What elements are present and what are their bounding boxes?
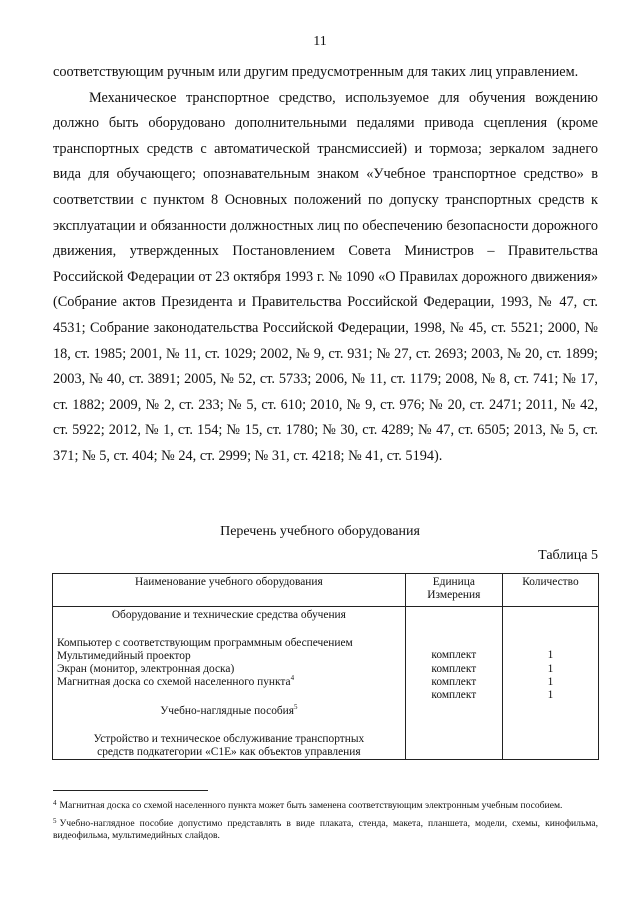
page-number: 11 (313, 34, 327, 49)
row-unit-magnetic-board: комплект (431, 689, 477, 702)
header-unit-line1: Единица (432, 576, 475, 588)
header-unit (405, 574, 502, 607)
header-qty: Количество (502, 574, 598, 607)
footnote-ref-4: 4 (290, 674, 295, 683)
row-qty-magnetic-board: 1 (547, 689, 554, 702)
row-qty-screen: 1 (547, 675, 554, 688)
footnote-4-text: Магнитная доска со схемой населенного пункта может быть заменена соответствующим электронным учебным пособием. (59, 800, 563, 811)
section-equipment: Оборудование и технические средства обучения (111, 609, 346, 622)
section-vehicle-line2: средств подкатегории «С1Е» как объектов управления (97, 745, 361, 758)
footnote-5-mark: 5 (53, 816, 57, 825)
footnote-4 (53, 797, 598, 813)
row-name-projector: Мультимедийный проектор (57, 649, 191, 662)
row-qty-computer: 1 (547, 649, 554, 662)
footnote-5 (53, 815, 598, 843)
table-title: Перечень учебного оборудования (220, 524, 420, 539)
footnote-divider (53, 790, 208, 791)
row-name-magnetic-board (57, 676, 401, 689)
row-name-screen: Экран (монитор, электронная доска) (57, 663, 235, 676)
footnote-4-mark: 4 (53, 799, 57, 807)
header-name: Наименование учебного оборудования (53, 574, 406, 607)
paragraph-vehicle-equipment: Механическое транспортное средство, используемое для обучения вождению должно быть оборудовано дополнительными педалями привода сцепления (кроме транспортных средств с автоматической трансмиссией) и тормоза; зеркалом заднего вида для обучающего; опознавательным знаком «Учебное транспортное средство» в соответствии с пунктом 8 Основных положений по допуску транспортных средств к эксплуатации и обязанности должностных лиц по обеспечению безопасности дорожного движения, утвержденных Постановлением Совета Министров – Правительства Российской Федерации от 23 октября 1993 г. № 1090 «О Правилах дорожного движения» (Собрание актов Президента и Правительства Российской Федерации, 1993, № 47, ст. 4531; Собрание законодательства Российской Федерации, 1998, № 45, ст. 5521; 2000, № 18, ст. 1985; 2001, № 11, ст. 1029; 2002, № 9, ст. 931; № 27, ст. 2693; 2003, № 20, ст. 1899; 2003, № 40, ст. 3891; 2005, № 52, ст. 5733; 2006, № 11, ст. 1179; 2008, № 8, ст. 741; № 17, ст. 1882; 2009, № 2, ст. 233; № 5, ст. 610; 2010, № 9, ст. 976; № 20, ст. 2471; 2011, № 42, ст. 5922; 2012, № 1, ст. 154; № 15, ст. 1780; № 30, ст. 4289; № 47, ст. 6505; 2013, № 5, ст. 371; № 5, ст. 404; № 24, ст. 2999; № 31, ст. 4218; № 41, ст. 5194). (53, 89, 598, 464)
footnotes (53, 797, 598, 845)
row-unit-projector: комплект (431, 662, 477, 675)
table-label: Таблица 5 (538, 548, 598, 563)
row-unit-screen: комплект (431, 675, 477, 688)
row-unit-computer: комплект (431, 649, 477, 662)
section-vehicle-line1: Устройство и техническое обслуживание транспортных (93, 732, 365, 745)
header-unit-line2: Измерения (427, 589, 481, 602)
table-header-row (53, 574, 599, 607)
body-text (53, 60, 598, 470)
paragraph-continuation: соответствующим ручным или другим предусмотренным для таких лиц управлением. (53, 64, 579, 80)
section-visual-aids (57, 703, 401, 718)
name-column (53, 607, 406, 760)
footnote-ref-5: 5 (294, 703, 298, 712)
row-qty-projector: 1 (547, 662, 554, 675)
section-vehicle-maintenance (57, 733, 401, 759)
unit-column (405, 607, 502, 760)
row-name-computer: Компьютер с соответствующим программным обеспечением (57, 636, 353, 649)
row-name-magnetic-board-text: Магнитная доска со схемой населенного пункта (57, 676, 291, 689)
section-visual-aids-text: Учебно-наглядные пособия (160, 705, 295, 718)
table-body-row (53, 607, 599, 760)
footnote-5-text: Учебно-наглядное пособие допустимо представлять в виде плаката, стенда, макета, планшета, модели, схемы, кинофильма, видеофильма, мультимедийных слайдов. (53, 817, 598, 841)
qty-column (502, 607, 598, 760)
equipment-table (52, 573, 599, 760)
